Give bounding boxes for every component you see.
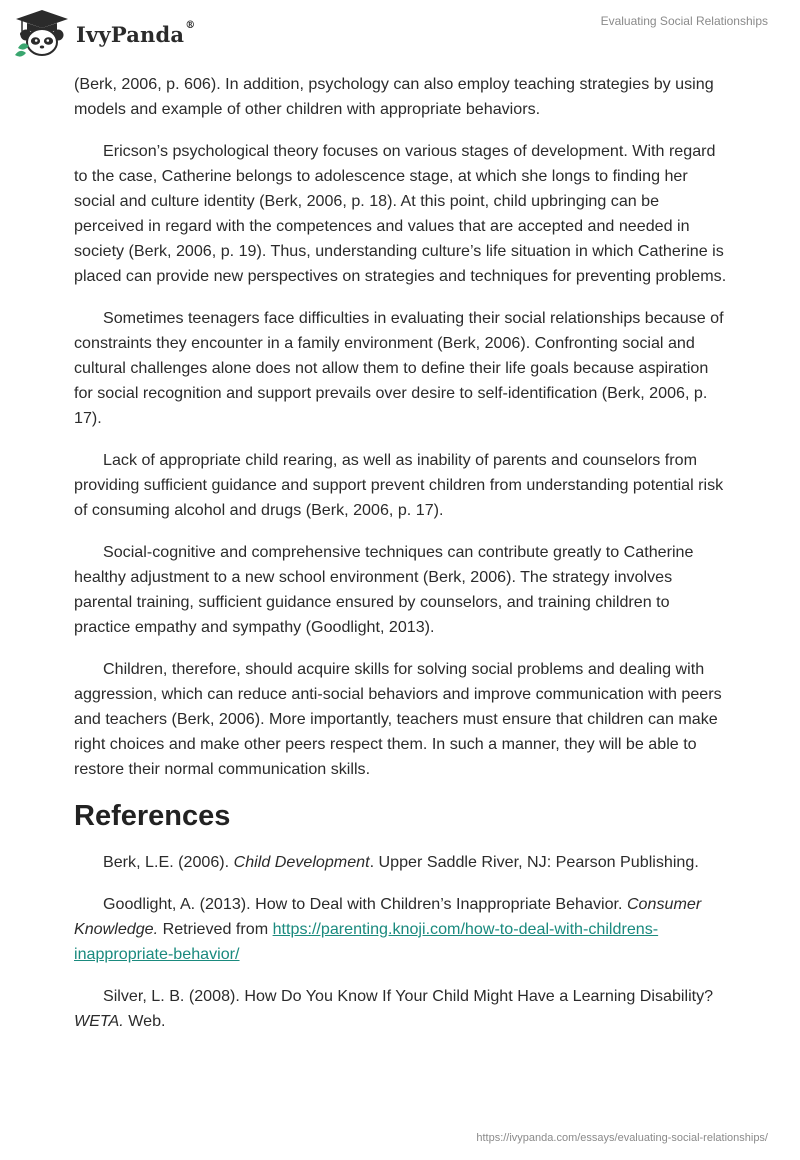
paragraph-1: (Berk, 2006, p. 606). In addition, psychology can also employ teaching strategies by using models and example of other children with appropriate behaviors. bbox=[74, 75, 714, 118]
paragraph-2: Ericson’s psychological theory focuses on various stages of development. With regard to the case, Catherine belongs to adolescence stage, at which she longs to finding her social and culture identity (Berk, 2006, p. 18). At this point, child upbringing can be perceived in regard with the competences and values that are accepted and needed in society (Berk, 2006, p. 19). Thus, understanding culture’s life situation in which Catherine is placed can provide new perspectives on strategies and techniques for preventing problems. bbox=[74, 142, 727, 285]
page-header bbox=[0, 0, 800, 64]
essay-content bbox=[74, 72, 730, 1051]
paragraph-5: Social-cognitive and comprehensive techniques can contribute greatly to Catherine healthy adjustment to a new school environment (Berk, 2006). The strategy involves parental training, sufficient guidance ensured by counselors, and training children to practice empathy and sympathy (Goodlight, 2013). bbox=[74, 543, 694, 636]
panda-logo-icon bbox=[12, 8, 72, 58]
reference-link[interactable]: https://parenting.knoji.com/how-to-deal-with-childrens-inappropriate-behavior/ bbox=[74, 920, 659, 963]
brand-name: IvyPanda® bbox=[76, 19, 196, 47]
paragraph-6: Children, therefore, should acquire skills for solving social problems and dealing with aggression, which can reduce anti-social behaviors and improve communication with peers and teachers (Berk, 2006). More importantly, teachers must ensure that children can make right choices and make other peers respect them. In such a manner, they will be able to restore their normal communication skills. bbox=[74, 660, 722, 778]
brand-logo[interactable] bbox=[12, 8, 195, 58]
paragraph-4: Lack of appropriate child rearing, as well as inability of parents and counselors from providing sufficient guidance and support prevent children from understanding potential risk of consuming alcohol and drugs (Berk, 2006, p. 17). bbox=[74, 451, 724, 519]
reference-silver: Silver, L. B. (2008). How Do You Know If Your Child Might Have a Learning Disability? WETA. Web. bbox=[74, 987, 714, 1030]
reference-goodlight: Goodlight, A. (2013). How to Deal with Children’s Inappropriate Behavior. Consumer Knowledge. Retrieved from https://parenting.knoji.com/how-to-deal-with-childrens-inappropriate-behavior/ bbox=[74, 895, 702, 963]
references-heading: References bbox=[74, 800, 231, 832]
footer-url: https://ivypanda.com/essays/evaluating-social-relationships/ bbox=[476, 1132, 768, 1144]
paragraph-3: Sometimes teenagers face difficulties in evaluating their social relationships because of constraints they encounter in a family environment (Berk, 2006). Confronting social and cultural challenges alone does not allow them to define their life goals because aspiration for social recognition and support prevails over desire to self-identification (Berk, 2006, p. 17). bbox=[74, 309, 724, 427]
reference-berk: Berk, L.E. (2006). Child Development. Upper Saddle River, NJ: Pearson Publishing. bbox=[103, 853, 699, 871]
document-title: Evaluating Social Relationships bbox=[600, 14, 768, 28]
